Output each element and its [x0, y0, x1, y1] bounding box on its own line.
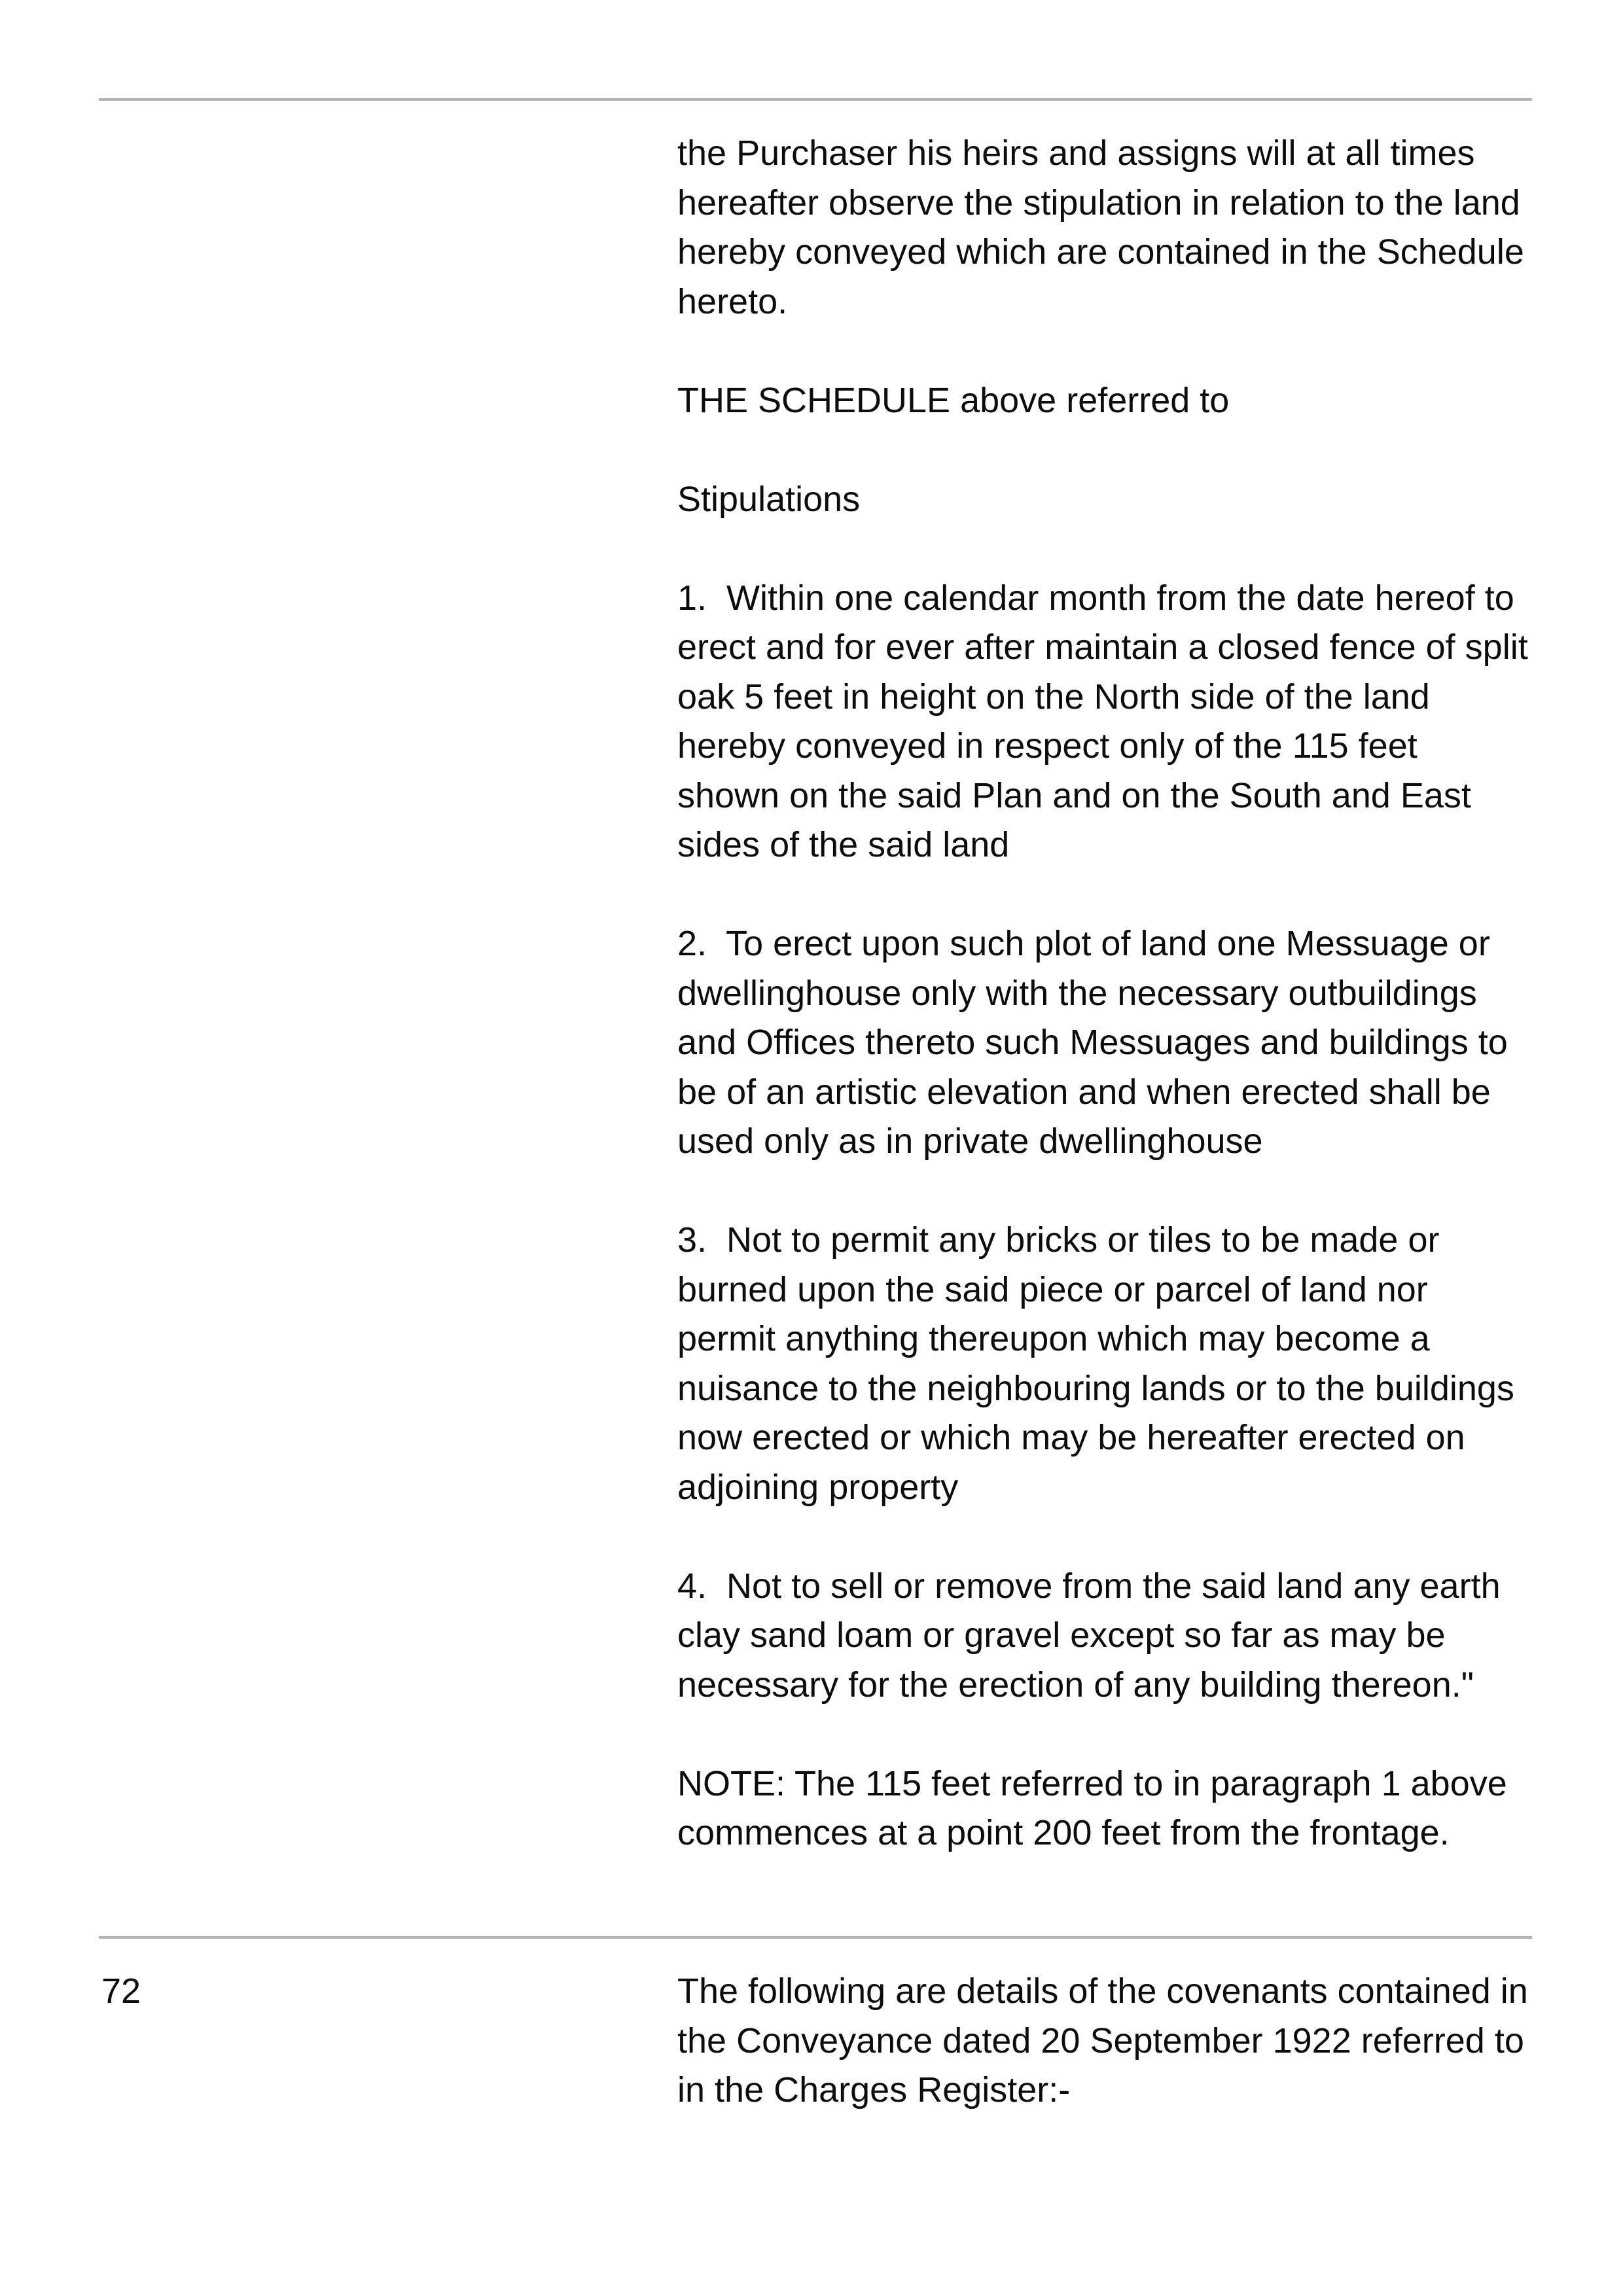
- paragraph-covenants-details: The following are details of the covenants contained in the Conveyance dated 20 September 1922 referred to in the Charges Register:-: [677, 1971, 1538, 2110]
- paragraph-purchaser-covenant: the Purchaser his heirs and assigns will at all times hereafter observe the stipulation in relation to the land hereby conveyed which are contained in the Schedule hereto.: [677, 133, 1534, 321]
- paragraph-stipulation-3: 3. Not to permit any bricks or tiles to be made or burned upon the said piece or parcel of land nor permit anything thereupon which may become a nuisance to the neighbouring lands or to the buildings now erected or which may be hereafter erected on adjoining property: [677, 1220, 1524, 1507]
- entry-number: 72: [101, 1971, 141, 2011]
- paragraph-stipulation-1: 1. Within one calendar month from the date hereof to erect and for ever after maintain a closed fence of split oak 5 feet in height on the North side of the land hereby conveyed in respect only of the 115 feet shown on the said Plan and on the South and East sides of the said land: [677, 578, 1538, 864]
- paragraph-note: NOTE: The 115 feet referred to in paragraph 1 above commences at a point 200 feet from the frontage.: [677, 1763, 1517, 1852]
- paragraph-schedule-heading: THE SCHEDULE above referred to: [677, 380, 1230, 420]
- entry-continued-text: [677, 129, 1538, 1858]
- paragraph-stipulation-4: 4. Not to sell or remove from the said land any earth clay sand loam or gravel except so far as may be necessary for the erection of any building thereon.": [677, 1566, 1510, 1704]
- paragraph-stipulation-2: 2. To erect upon such plot of land one Messuage or dwellinghouse only with the necessary outbuildings and Offices thereto such Messuages and buildings to be of an artistic elevation and when erected shall be used only as in private dwellinghouse: [677, 924, 1518, 1161]
- entry-72-text: [677, 1967, 1538, 2115]
- paragraph-stipulations-heading: Stipulations: [677, 479, 861, 519]
- entry-divider: [99, 1936, 1532, 1939]
- top-divider: [99, 98, 1532, 101]
